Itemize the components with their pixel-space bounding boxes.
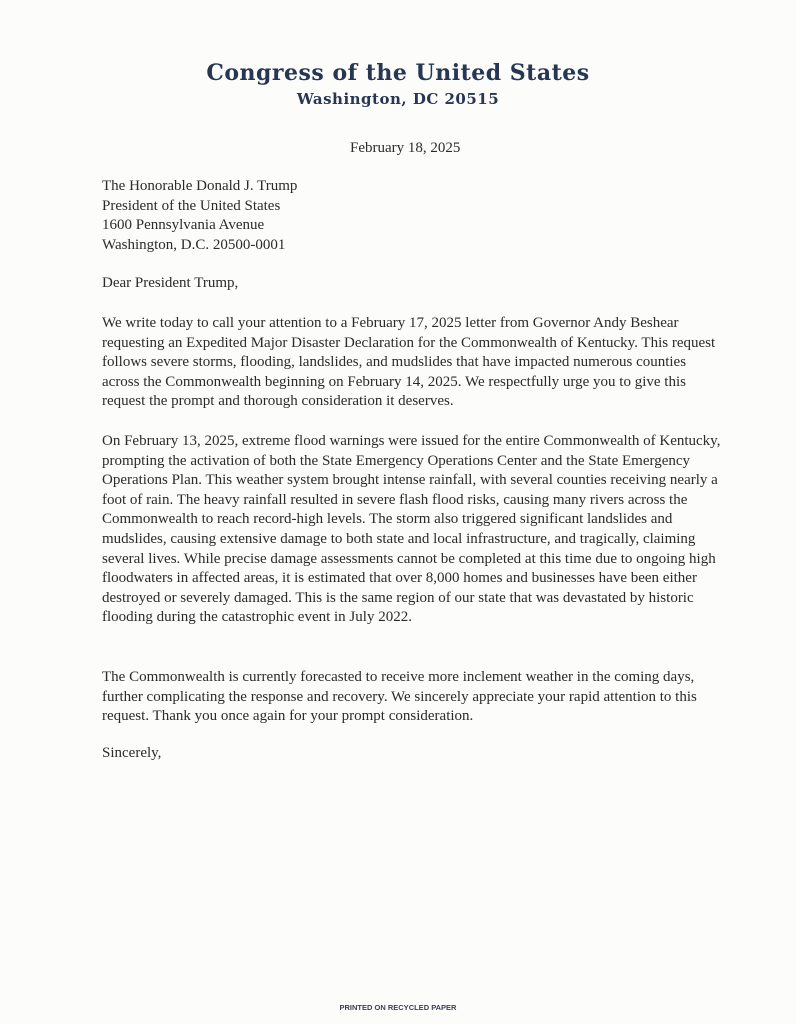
body-paragraph: The Commonwealth is currently forecasted to receive more inclement weather in the coming days, further complicating the response and recovery. We sincerely appreciate your rapid attention to this request. Thank you once again for your prompt consideration. — [102, 669, 697, 725]
recipient-line: The Honorable Donald J. Trump — [102, 178, 298, 194]
body-paragraph: We write today to call your attention to a February 17, 2025 letter from Governor Andy Beshear requesting an Expedited Major Disaster Declaration for the Commonwealth of Kentucky. This request follows severe storms, flooding, landslides, and mudslides that have impacted numerous counties across the Commonwealth beginning on February 14, 2025. We respectfully urge you to give this request the prompt and thorough consideration it deserves. — [102, 315, 716, 410]
recipient-line: Washington, D.C. 20500-0001 — [102, 236, 286, 253]
letterhead-address: Washington, DC 20515 — [296, 90, 500, 108]
recipient-line: 1600 Pennsylvania Avenue — [102, 217, 265, 233]
closing: Sincerely, — [102, 745, 162, 761]
recipient-line: President of the United States — [102, 197, 281, 214]
letter-date: February 18, 2025 — [350, 140, 461, 156]
salutation: Dear President Trump, — [102, 275, 239, 291]
body-paragraph: On February 13, 2025, extreme flood warnings were issued for the entire Commonwealth of Kentucky, prompting the activation of both the State Emergency Operations Center and the State Emergency Operations Plan. This weather system brought intense rainfall, with several counties receiving nearly a foot of rain. The heavy rainfall resulted in severe flash flood risks, causing many rivers across the Commonwealth to reach record-high levels. The storm also triggered significant landslides and mudslides, causing extensive damage to both state and local infrastructure, and tragically, claiming several lives. While precise damage assessments cannot be completed at this time due to ongoing high floodwaters in affected areas, it is estimated that over 8,000 homes and businesses have been either destroyed or severely damaged. This is the same region of our state that was devastated by historic flooding during the catastrophic event in July 2022. — [102, 433, 721, 626]
recycled-paper-footer: PRINTED ON RECYCLED PAPER — [339, 1003, 457, 1012]
letterhead-title: Congress of the United States — [206, 60, 590, 86]
recipient-address — [102, 177, 297, 255]
